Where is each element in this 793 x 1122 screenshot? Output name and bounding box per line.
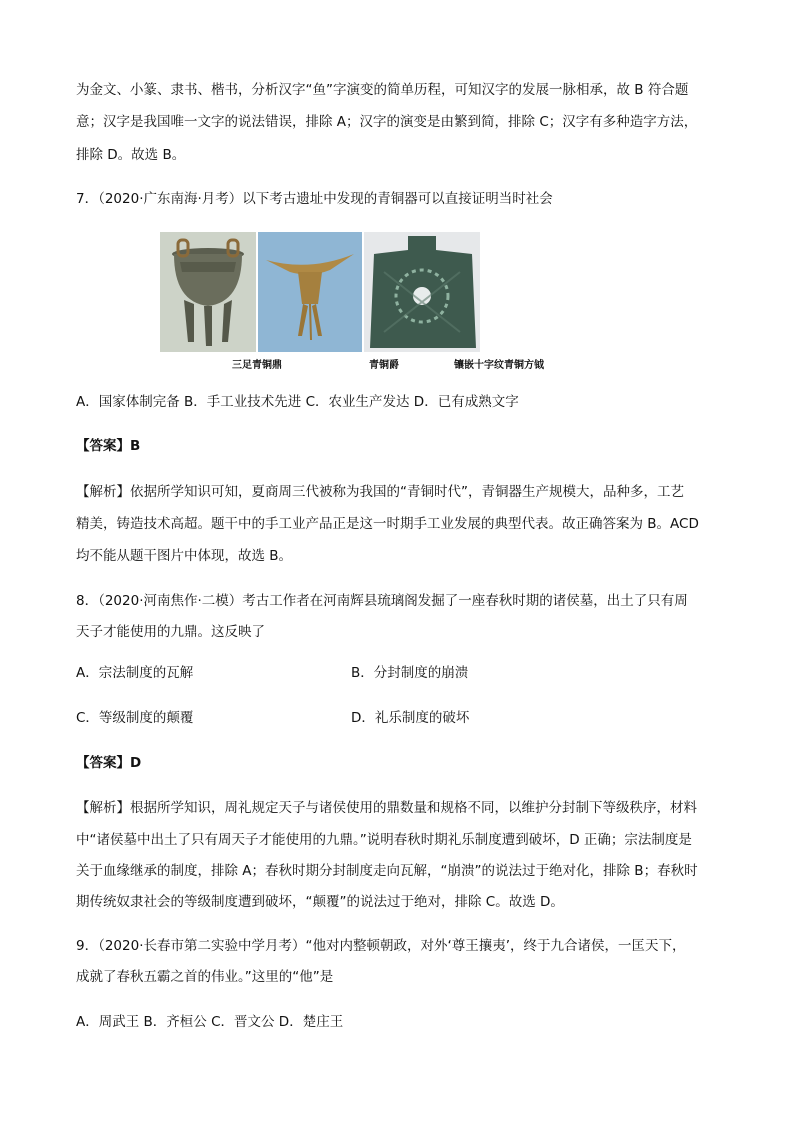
ding-image [160, 232, 256, 352]
q9-stem-1: 9．（2020·长春市第二实验中学月考）“他对内整顿朝政，对外‘尊王攘夷’，终于九合诸侯，一匡天下， [76, 938, 686, 954]
caption-jue: 青铜爵 [369, 360, 399, 371]
q8-stem-1: 8．（2020·河南焦作·二模）考古工作者在河南辉县琉璃阁发掘了一座春秋时期的诸侯墓，出土了只有周 [76, 593, 688, 609]
q8-analysis-4: 期传统奴隶社会的等级制度遭到破坏，“颠覆”的说法过于绝对，排除 C。故选 D。 [76, 894, 564, 910]
bronze-figure [160, 232, 482, 352]
q7-answer: 【答案】B [76, 438, 141, 454]
q8-analysis-2: 中“诸侯墓中出土了只有周天子才能使用的九鼎。”说明春秋时期礼乐制度遭到破坏，D 正确；宗法制度是 [76, 832, 692, 848]
q8-option-c: C．等级制度的颠覆 [76, 710, 194, 726]
q7-analysis-1: 【解析】依据所学知识可知，夏商周三代被称为我国的“青铜时代”，青铜器生产规模大，品种多，工艺 [76, 484, 684, 500]
q8-option-b: B．分封制度的崩溃 [351, 665, 469, 681]
caption-yue: 镶嵌十字纹青铜方钺 [454, 360, 544, 371]
q8-analysis-1: 【解析】根据所学知识，周礼规定天子与诸侯使用的鼎数量和规格不同，以维护分封制下等级秩序，材料 [76, 800, 697, 816]
q8-option-a: A．宗法制度的瓦解 [76, 665, 194, 681]
jue-image [258, 232, 362, 352]
q8-answer: 【答案】D [76, 755, 142, 771]
q8-option-d: D．礼乐制度的破坏 [351, 710, 470, 726]
q7-options: A．国家体制完备 B．手工业技术先进 C．农业生产发达 D．已有成熟文字 [76, 394, 519, 410]
intro-line-2: 意；汉字是我国唯一文字的说法错误，排除 A；汉字的演变是由繁到简，排除 C；汉字有多种造字方法， [76, 114, 698, 130]
intro-line-1: 为金文、小篆、隶书、楷书，分析汉字“鱼”字演变的简单历程，可知汉字的发展一脉相承，故 B 符合题 [76, 82, 689, 98]
q8-analysis-3: 关于血缘继承的制度，排除 A；春秋时期分封制度走向瓦解，“崩溃”的说法过于绝对化，排除 B；春秋时 [76, 863, 698, 879]
q9-stem-2: 成就了春秋五霸之首的伟业。”这里的“他”是 [76, 969, 334, 985]
caption-ding: 三足青铜鼎 [232, 360, 282, 371]
intro-line-3: 排除 D。故选 B。 [76, 147, 186, 163]
q7-stem: 7．（2020·广东南海·月考）以下考古遗址中发现的青铜器可以直接证明当时社会 [76, 191, 553, 207]
yue-image [364, 232, 480, 352]
q9-options: A．周武王 B．齐桓公 C．晋文公 D．楚庄王 [76, 1014, 344, 1030]
q7-analysis-2: 精美，铸造技术高超。题干中的手工业产品正是这一时期手工业发展的典型代表。故正确答案为 B。ACD [76, 516, 699, 532]
q7-analysis-3: 均不能从题干图片中体现，故选 B。 [76, 548, 293, 564]
q8-stem-2: 天子才能使用的九鼎。这反映了 [76, 624, 265, 640]
